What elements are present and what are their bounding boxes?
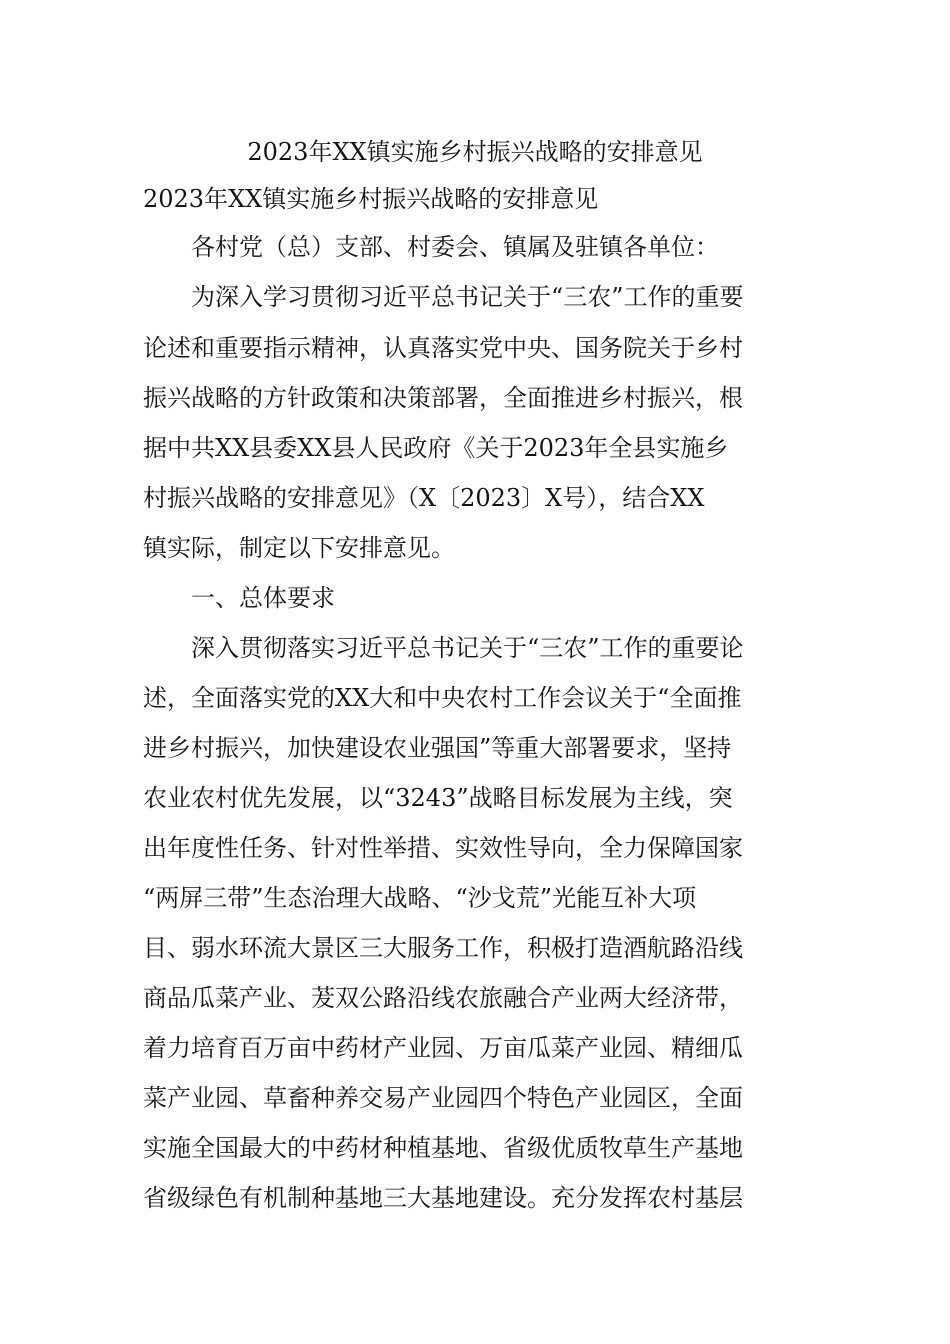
intro-line: 镇实际，制定以下安排意见。 [143, 534, 455, 562]
intro-line: 为深入学习贯彻习近平总书记关于“三农”工作的重要 [191, 283, 744, 311]
intro-line: 据中共XX县委XX县人民政府《关于2023年全县实施乡 [143, 434, 729, 462]
body-line: 目、弱水环流大景区三大服务工作，积极打造酒航路沿线 [143, 934, 743, 962]
body-line: 商品瓜菜产业、茇双公路沿线农旅融合产业两大经济带， [143, 984, 743, 1012]
intro-line: 振兴战略的方针政策和决策部署，全面推进乡村振兴，根 [143, 384, 743, 412]
intro-line: 村振兴战略的安排意见》（X〔2023〕X号），结合XX [143, 484, 705, 512]
section-heading: 一、总体要求 [191, 584, 335, 612]
body-line: 省级绿色有机制种基地三大基地建设。充分发挥农村基层 [143, 1184, 743, 1212]
document-title: 2023年XX镇实施乡村振兴战略的安排意见 [247, 138, 703, 166]
body-line: 着力培育百万亩中药材产业园、万亩瓜菜产业园、精细瓜 [143, 1034, 743, 1062]
document-subtitle: 2023年XX镇实施乡村振兴战略的安排意见 [143, 185, 599, 213]
body-line: 实施全国最大的中药材种植基地、省级优质牧草生产基地 [143, 1134, 743, 1162]
intro-line: 论述和重要指示精神，认真落实党中央、国务院关于乡村 [143, 334, 743, 362]
body-line: 菜产业园、草畜种养交易产业园四个特色产业园区，全面 [143, 1084, 743, 1112]
salutation: 各村党（总）支部、村委会、镇属及驻镇各单位： [191, 233, 719, 261]
body-line: 进乡村振兴，加快建设农业强国”等重大部署要求，坚持 [143, 734, 732, 762]
body-line: 农业农村优先发展，以“3243”战略目标发展为主线，突 [143, 784, 733, 812]
body-line: 深入贯彻落实习近平总书记关于“三农”工作的重要论 [191, 634, 744, 662]
body-line: 出年度性任务、针对性举措、实效性导向，全力保障国家 [143, 834, 743, 862]
body-line: “两屏三带”生态治理大战略、“沙戈荒”光能互补大项 [143, 884, 697, 912]
body-line: 述，全面落实党的XX大和中央农村工作会议关于“全面推 [143, 684, 742, 712]
